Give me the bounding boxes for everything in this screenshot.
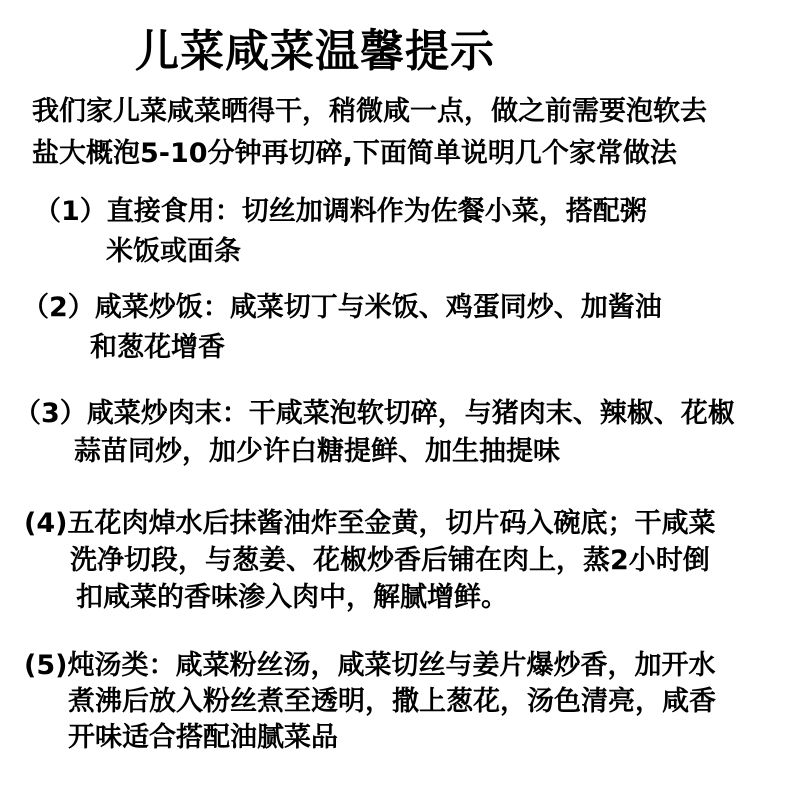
method-5-line-2: 煮沸后放入粉丝煮至透明，撒上葱花，汤色清亮，咸香 [68, 686, 716, 717]
method-4-line-3: 扣咸菜的香味渗入肉中，解腻增鲜。 [76, 582, 508, 613]
method-3-line-2: 蒜苗同炒，加少许白糖提鲜、加生抽提味 [74, 436, 560, 467]
method-4-line-2: 洗净切段，与葱姜、花椒炒香后铺在肉上，蒸2小时倒 [70, 545, 710, 576]
page-title: 儿菜咸菜温馨提示 [135, 26, 495, 77]
method-2-line-2: 和葱花增香 [90, 332, 225, 363]
method-1-line-1: （1）直接食用：切丝加调料作为佐餐小菜，搭配粥 [34, 196, 647, 227]
method-4-line-1: (4)五花肉焯水后抹酱油炸至金黄，切片码入碗底；干咸菜 [24, 508, 716, 539]
method-3-line-1: （3）咸菜炒肉末：干咸菜泡软切碎，与猪肉末、辣椒、花椒 [14, 398, 735, 429]
intro-line-2: 盐大概泡5-10分钟再切碎,下面简单说明几个家常做法 [32, 138, 677, 169]
intro-line-1: 我们家儿菜咸菜晒得干，稍微咸一点，做之前需要泡软去 [32, 96, 707, 127]
method-5-line-1: (5)炖汤类：咸菜粉丝汤，咸菜切丝与姜片爆炒香，加开水 [24, 650, 716, 681]
method-5-line-3: 开味适合搭配油腻菜品 [68, 722, 338, 753]
method-2-line-1: （2）咸菜炒饭：咸菜切丁与米饭、鸡蛋同炒、加酱油 [22, 292, 662, 323]
method-1-line-2: 米饭或面条 [106, 236, 241, 267]
